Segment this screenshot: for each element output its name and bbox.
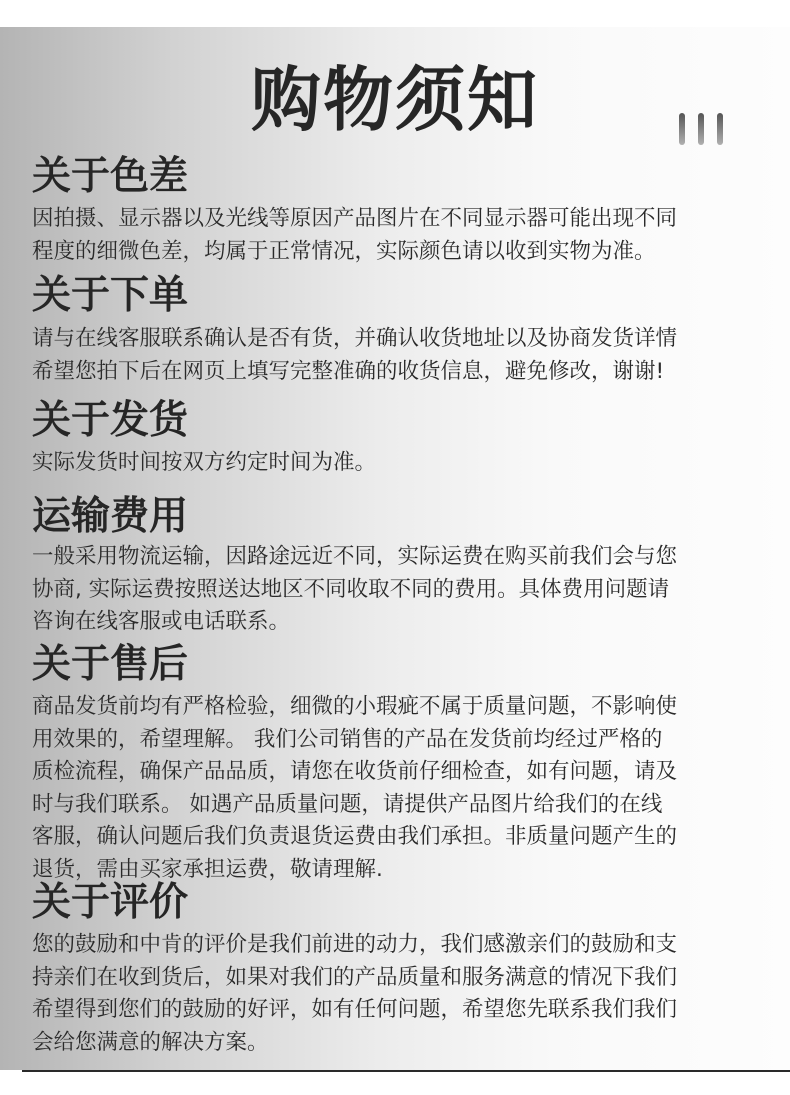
section-heading-freight: 运输费用 — [32, 494, 189, 539]
section-line: 质检流程，确保产品品质，请您在收货前仔细检查，如有问题，请及 — [32, 759, 678, 784]
section-line: 持亲们在收到货后，如果对我们的产品质量和服务满意的情况下我们 — [32, 964, 678, 990]
section-body-after-sales — [32, 691, 762, 886]
section-line: 一般采用物流运输，因路途远近不同，实际运费在购买前我们会与您 — [32, 544, 678, 569]
section-heading-color-difference: 关于色差 — [32, 154, 189, 199]
section-body-shipping — [32, 447, 762, 480]
section-line: 客服，确认问题后我们负责退货运费由我们承担。非质量问题产生的 — [32, 824, 678, 849]
section-line: 您的鼓励和中肯的评价是我们前进的动力，我们感激亲们的鼓励和支 — [32, 932, 678, 957]
section-line: 时与我们联系。 如遇产品质量问题，请提供产品图片给我们的在线 — [32, 791, 663, 817]
section-body-ordering — [32, 323, 762, 388]
section-heading-after-sales: 关于售后 — [32, 642, 189, 687]
section-heading-reviews: 关于评价 — [32, 880, 189, 925]
section-line: 用效果的，希望理解。 我们公司销售的产品在发货前均经过严格的 — [32, 726, 663, 752]
section-line: 商品发货前均有严格检验，细微的小瑕疵不属于质量问题，不影响使 — [32, 694, 678, 719]
section-body-freight — [32, 541, 762, 639]
section-heading-shipping: 关于发货 — [32, 398, 189, 443]
section-line: 会给您满意的解决方案。 — [32, 1029, 269, 1055]
section-line: 因拍摄、显示器以及光线等原因产品图片在不同显示器可能出现不同 — [32, 206, 678, 231]
section-line: 咨询在线客服或电话联系。 — [32, 609, 291, 634]
bottom-divider — [22, 1070, 790, 1072]
section-line: 程度的细微色差，均属于正常情况，实际颜色请以收到实物为准。 — [32, 238, 656, 264]
decorative-bars-icon — [679, 113, 725, 145]
section-body-color-difference — [32, 203, 762, 268]
section-line: 退货，需由买家承担运费，敬请理解. — [32, 856, 383, 882]
section-body-reviews — [32, 929, 762, 1059]
section-line: 实际发货时间按双方约定时间为准。 — [32, 450, 377, 475]
section-line: 协商, 实际运费按照送达地区不同收取不同的费用。具体费用问题请 — [32, 576, 670, 602]
page-title: 购物须知 — [251, 59, 539, 141]
section-line: 希望您拍下后在网页上填写完整准确的收货信息，避免修改，谢谢! — [32, 358, 665, 384]
section-line: 请与在线客服联系确认是否有货，并确认收货地址以及协商发货详情 — [32, 326, 678, 351]
section-heading-ordering: 关于下单 — [32, 273, 189, 318]
section-line: 希望得到您们的鼓励的好评，如有任何问题，希望您先联系我们我们 — [32, 997, 678, 1022]
